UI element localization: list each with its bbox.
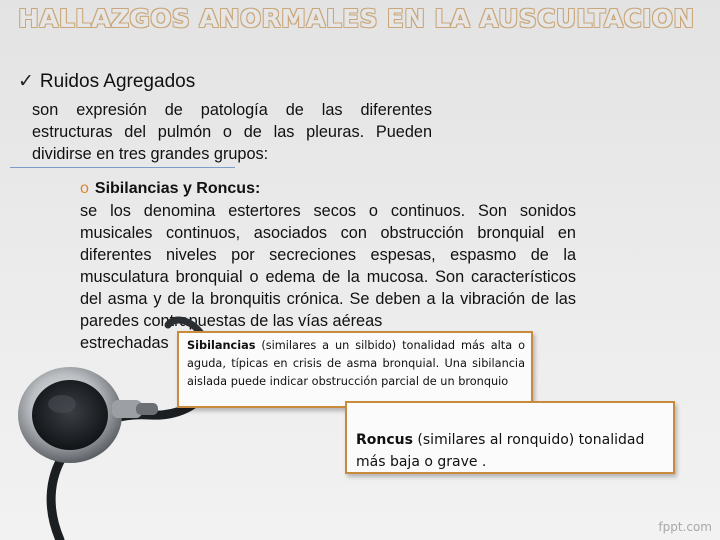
section-heading-line (18, 70, 195, 93)
note-roncus-text: (similares al ronquido) tonalidad más baja o grave . (356, 432, 645, 470)
note-roncus-term: Roncus (356, 432, 413, 448)
sub-heading: Sibilancias y Roncus: (94, 180, 261, 197)
note-roncus (345, 401, 675, 474)
note-sibilancias (177, 331, 533, 408)
divider-line (10, 167, 235, 168)
intro-paragraph: son expresión de patología de las diferentes estructuras del pulmón o de las pleuras. Pueden dividirse en tres grandes grupos: (32, 101, 432, 163)
watermark: fppt.com (658, 520, 712, 534)
slide-title: HALLAZGOS ANORMALES EN LA AUSCULTACION (18, 4, 695, 33)
note-sibilancias-text: (similares a un silbido) tonalidad más alta o aguda, típicas en crisis de asma bronquial. Una sibilancia aislada puede indicar obstrucción parcial de un bronquio (187, 339, 525, 388)
body-text-main: se los denomina estertores secos o continuos. Son sonidos musicales continuos, asociados con obstrucción bronquial en diferentes niveles por secreciones espesas, espasmo de la musculatura bronquial o edema de la mucosa. Son característicos del asma y de la bronquitis crónica. Se deben a la vibración de las paredes contrapuestas de las vías aéreas (80, 202, 576, 330)
sub-heading-line (80, 180, 260, 198)
note-sibilancias-term: Sibilancias (187, 339, 256, 352)
check-mark-icon: ✓ (18, 71, 34, 92)
body-text-tail: estrechadas (80, 334, 169, 352)
section-heading: Ruidos Agregados (39, 71, 196, 92)
bullet-icon: o (80, 180, 89, 197)
